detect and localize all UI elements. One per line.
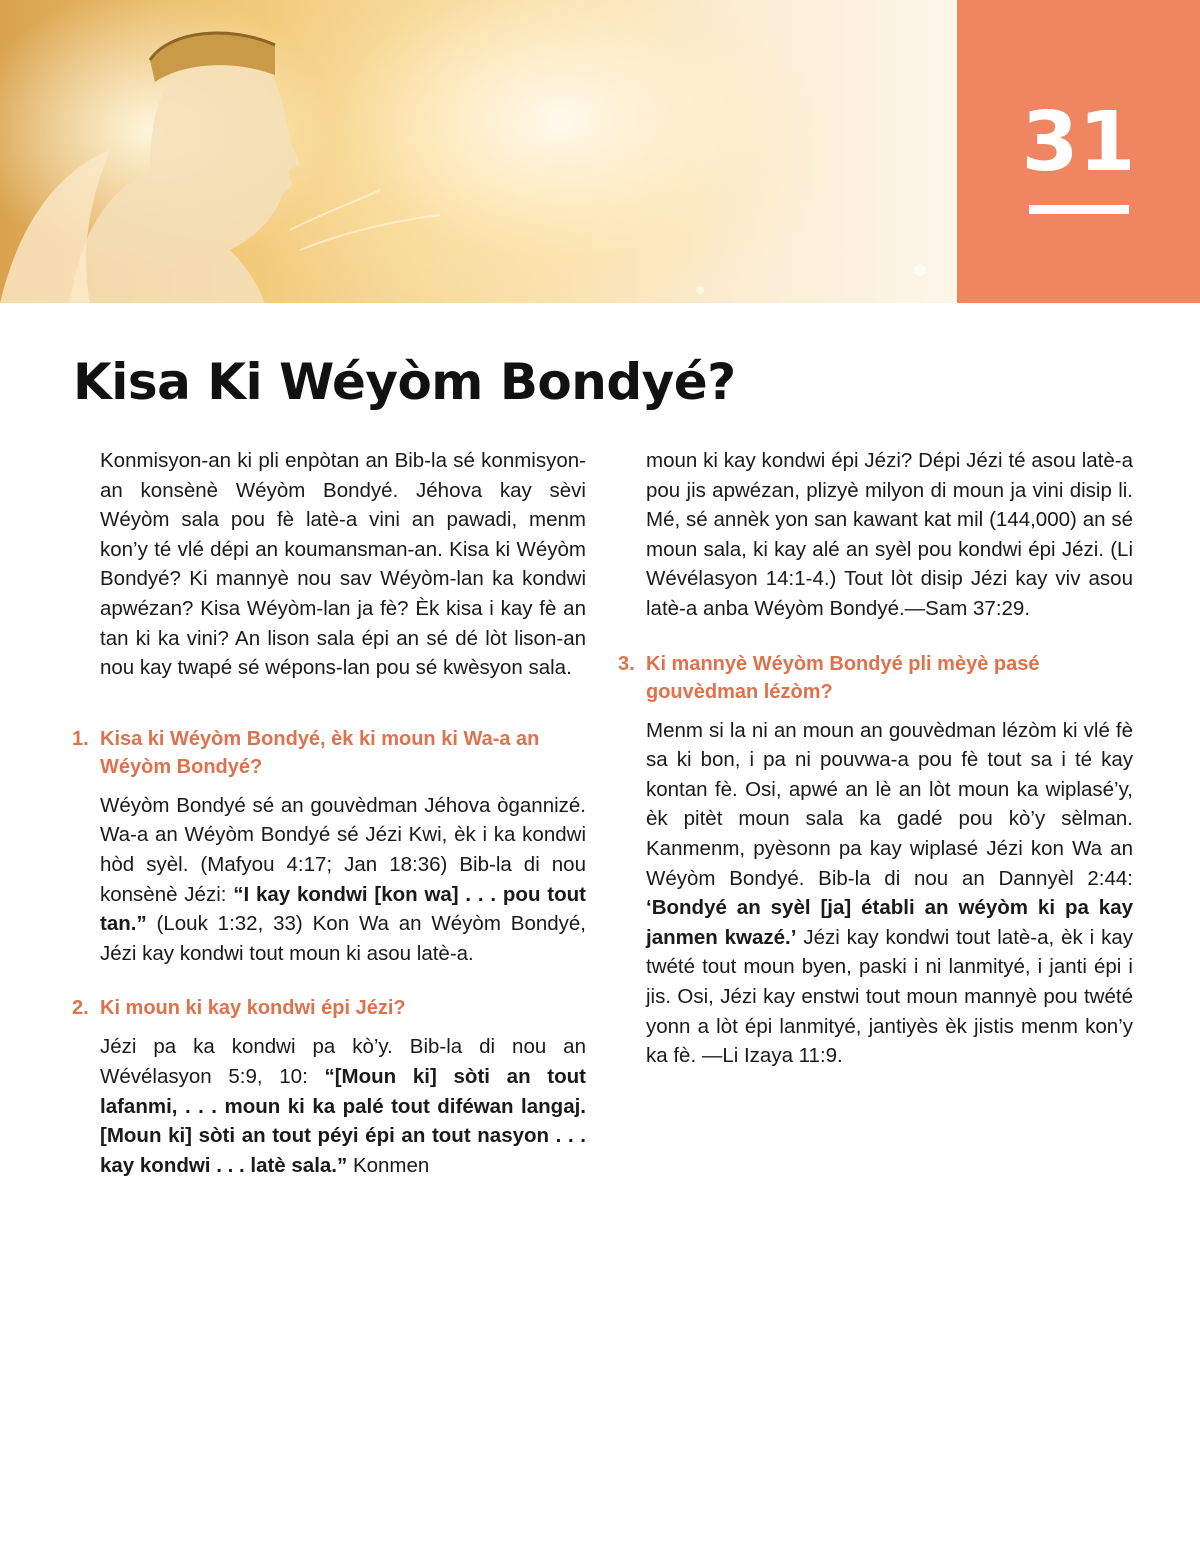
hero-image	[0, 0, 957, 303]
question-2-text: Ki moun ki kay kondwi épi Jézi?	[100, 997, 406, 1020]
answer-1-text-a: Wéyòm Bondyé sé an gouvèdman Jéhova ògannizé. Wa-a an Wéyòm Bondyé sé Jézi Kwi, èk i ka kondwi hòd syèl. (Mafyou 4:17; Jan 18:36) Bib-la di nou konsènè Jézi:	[100, 793, 586, 906]
intro-paragraph: Konmisyon-an ki pli enpòtan an Bib-la sé konmisyon-an konsènè Wéyòm Bondyé. Jéhova kay sèvi Wéyòm sala pou fè latè-a vini an pawadi, menm kon’y té vlé dépi an koumansman-an. Kisa ki Wéyòm Bondyé? Ki mannyè nou sav Wéyòm-lan ka kondwi apwézan? Kisa Wéyòm-lan ja fè? Èk kisa i kay fè an tan ki ka vini? An lison sala épi an sé dé lòt lison-an nou kay twapé sé wépons-lan pou sé kwèsyon sala.	[100, 449, 586, 680]
answer-3	[646, 716, 1133, 1071]
page-title: Kisa Ki Wéyòm Bondyé?	[73, 353, 736, 411]
question-1-number: 1.	[72, 727, 89, 750]
answer-2-continued: Konmen	[347, 1153, 430, 1177]
chapter-number: 31	[1021, 95, 1136, 190]
question-1	[72, 725, 586, 781]
answer-2-text-a: Jézi pa ka kondwi pa kò’y. Bib-la di nou an Wévélasyon 5:9, 10:	[100, 1035, 586, 1088]
answer-3-quote: ‘Bondyé an syèl [ja] établi an wéyòm ki pa kay janmen kwazé.’	[646, 896, 1133, 949]
answer-1-quote: “I kay kondwi [kon wa] . . . pou tout tan.”	[100, 882, 586, 936]
question-1-text: Kisa ki Wéyòm Bondyé, èk ki moun ki Wa-a an Wéyòm Bondyé?	[100, 727, 540, 778]
chapter-badge	[957, 0, 1200, 303]
answer-1	[100, 791, 586, 969]
answer-2-start	[100, 1032, 586, 1180]
column-left	[72, 446, 586, 1180]
answer-2-text-b: moun ki kay kondwi épi Jézi? Dépi Jézi té asou latè-a pou jis apwézan, plizyè milyon di moun ja vini disip li. Mé, sé annèk yon san kawant kat mil (144,000) an sé moun sala, ki kay alé an syèl pou kondwi épi Jézi. (Li Wévélasyon 14:1-4.) Tout lòt disip Jézi kay viv asou latè-a anba Wéyòm Bondyé.—Sam 37:29.	[646, 449, 1133, 620]
question-3-number: 3.	[618, 652, 635, 675]
answer-1-text-b: (Louk 1:32, 33) Kon Wa an Wéyòm Bondyé, Jézi kay kondwi tout moun ki asou latè-a.	[100, 912, 586, 965]
question-3	[618, 650, 1133, 706]
king-illustration	[0, 0, 957, 303]
answer-3-text-b: Jézi kay kondwi tout latè-a, èk i kay twété tout moun byen, paski i ni lanmityé, i janti épi i jis. Osi, Jézi kay enstwi tout moun mannyè pou twété yonn a lòt épi lanmityé, jantiyès èk jistis menm kon’y ka fè. —Li Izaya 11:9.	[646, 925, 1133, 1068]
answer-2-quote: “[Moun ki] sòti an tout lafanmi, . . . moun ki ka palé tout diféwan langaj. [Moun ki] sòti an tout péyi épi an tout nasyon . . . kay kondwi . . . latè sala.”	[100, 1064, 586, 1177]
answer-2-end	[646, 446, 1133, 624]
question-3-text: Ki mannyè Wéyòm Bondyé pli mèyè pasé gouvèdman lézòm?	[646, 652, 1040, 703]
question-2	[72, 994, 586, 1022]
column-right	[618, 446, 1133, 1071]
question-2-number: 2.	[72, 997, 89, 1020]
answer-3-text-a: Menm si la ni an moun an gouvèdman lézòm ki vlé fè sa ki bon, i pa ni pouvwa-a pou fè tout sa i té kay kontan fè. Osi, apwé an lè an lòt moun ka wiplasé’y, èk pitèt moun sala ka gadé pou kò’y sèlman. Kanmenm, pyèsonn pa kay wiplasé Jézi kon Wa an Wéyòm Bondyé. Bib-la di nou an Dannyèl 2:44:	[646, 718, 1133, 890]
chapter-underline	[1029, 205, 1129, 214]
